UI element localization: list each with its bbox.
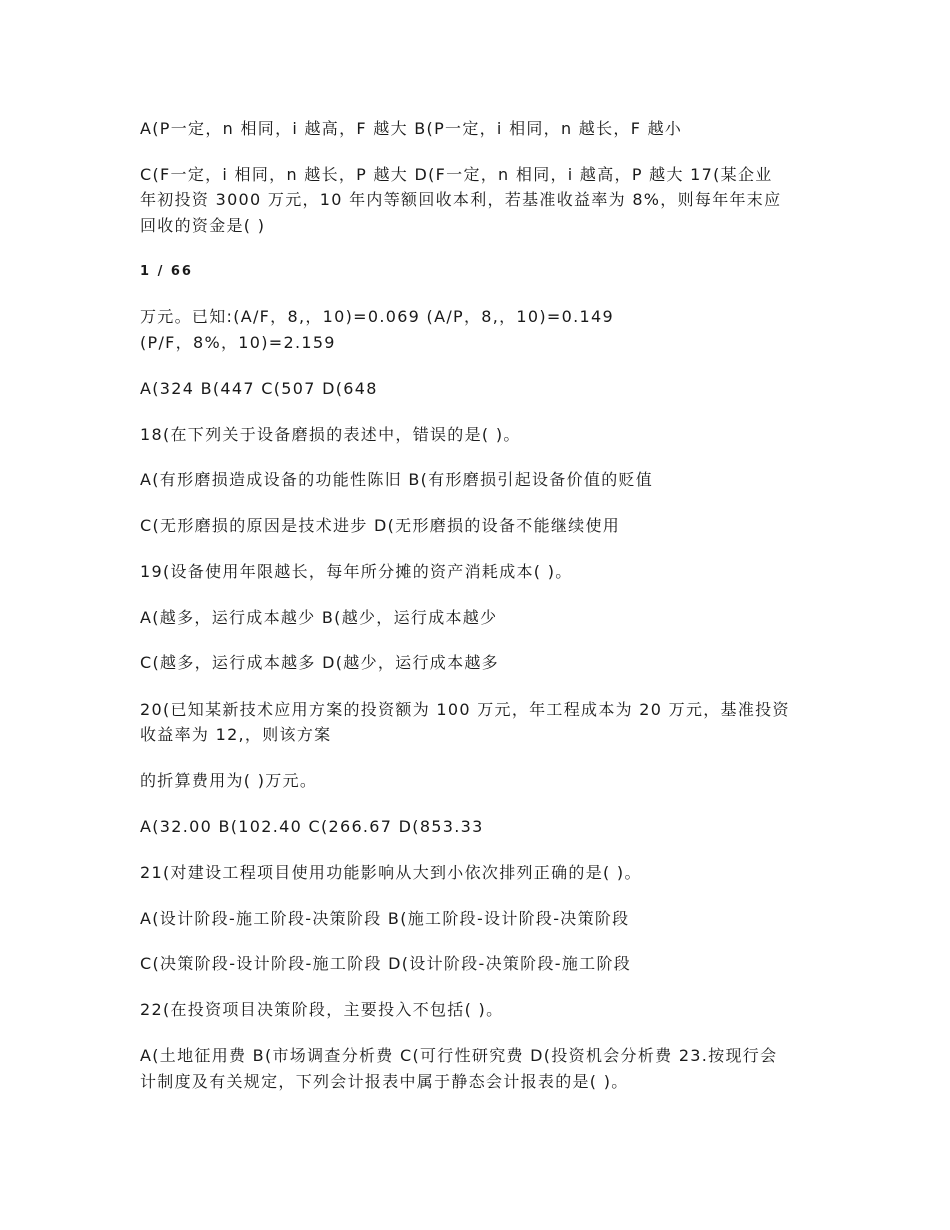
- text-line: 年初投资 3000 万元，10 年内等额回收本利，若基准收益率为 8%，则每年年末应: [140, 190, 782, 209]
- text-line: 收益率为 12,，则该方案: [140, 725, 332, 744]
- text-line: C(无形磨损的原因是技术进步 D(无形磨损的设备不能继续使用: [140, 516, 621, 535]
- text-line: 计制度及有关规定，下列会计报表中属于静态会计报表的是( )。: [140, 1072, 629, 1091]
- text-line: 19(设备使用年限越长，每年所分摊的资产消耗成本( )。: [140, 562, 573, 581]
- text-line: 回收的资金是( ): [140, 216, 266, 235]
- text-line: 18(在下列关于设备磨损的表述中，错误的是( )。: [140, 425, 521, 444]
- text-line: A(有形磨损造成设备的功能性陈旧 B(有形磨损引起设备价值的贬值: [140, 470, 654, 489]
- text-line: A(P一定，n 相同，i 越高，F 越大 B(P一定，i 相同，n 越长，F 越小: [140, 119, 683, 138]
- text-line: A(324 B(447 C(507 D(648: [140, 379, 378, 398]
- text-line: 21(对建设工程项目使用功能影响从大到小依次排列正确的是( )。: [140, 863, 642, 882]
- text-line: A(土地征用费 B(市场调查分析费 C(可行性研究费 D(投资机会分析费 23.按现行会: [140, 1046, 778, 1065]
- text-line: C(越多，运行成本越多 D(越少，运行成本越多: [140, 653, 499, 672]
- text-line: A(32.00 B(102.40 C(266.67 D(853.33: [140, 817, 484, 836]
- text-line: 22(在投资项目决策阶段，主要投入不包括( )。: [140, 1000, 504, 1019]
- page-number: 1 / 66: [140, 264, 193, 279]
- text-line: (P/F，8%，10)=2.159: [140, 333, 336, 352]
- text-line: A(设计阶段-施工阶段-决策阶段 B(施工阶段-设计阶段-决策阶段: [140, 909, 630, 928]
- text-line: A(越多，运行成本越少 B(越少，运行成本越少: [140, 608, 498, 627]
- text-line: C(决策阶段-设计阶段-施工阶段 D(设计阶段-决策阶段-施工阶段: [140, 954, 632, 973]
- text-line: 的折算费用为( )万元。: [140, 771, 318, 790]
- text-line: C(F一定，i 相同，n 越长，P 越大 D(F一定，n 相同，i 越高，P 越大 17(某企业: [140, 165, 773, 184]
- text-line: 20(已知某新技术应用方案的投资额为 100 万元，年工程成本为 20 万元，基准投资: [140, 700, 790, 719]
- text-line: 万元。已知:(A/F，8,，10)=0.069 (A/P，8,，10)=0.149: [140, 307, 614, 326]
